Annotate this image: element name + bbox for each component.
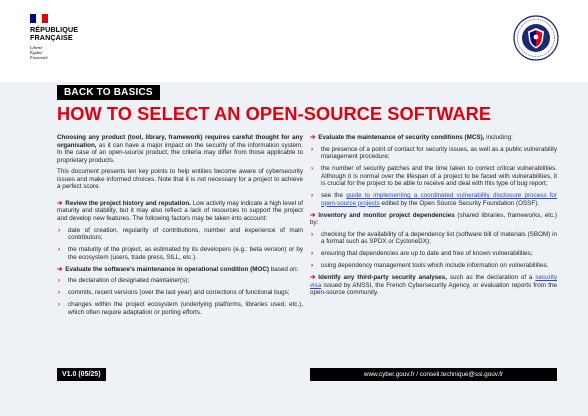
anssi-seal-icon	[513, 15, 559, 61]
moc-list	[57, 277, 303, 316]
intro-paragraph-2: This document presents ten key points to help entities become aware of cybersecurity issues and make informed choices. Note that it is not necessary for a project to achieve a perfect score.	[57, 168, 303, 191]
chevron-right-icon: ›	[311, 250, 314, 258]
list-item-text: the presence of a point of contact for security issues, as well as a public vulnerability management procedure;	[321, 145, 557, 161]
section-moc-text: based on:	[269, 265, 299, 273]
section-dependencies-title: Inventory and monitor project dependencies	[318, 211, 455, 219]
section-mcs-title: Evaluate the maintenance of security conditions (MCS),	[318, 134, 485, 141]
list-item-text: checking for the availability of a dependency list (software bill of materials (SBOM) in a format such as SPDX or CycloneDX);	[321, 230, 557, 246]
right-column	[310, 134, 557, 301]
chevron-right-icon: ›	[311, 262, 314, 270]
section-history-text: Low activity may indicate a high level of maturity and stability, but it may also reflect a lack of resources to support the project and develop new features. The following factors may be taken into account:	[57, 199, 303, 222]
section-mcs-text: including:	[484, 134, 513, 141]
intro-paragraph	[57, 134, 303, 164]
list-item-text: the declaration of designated maintainer(s);	[68, 277, 190, 285]
mcs-list	[310, 146, 557, 207]
chevron-right-icon: ›	[311, 230, 314, 238]
list-item-text: the maturity of the project, as estimated by its developers (e.g.: beta version) or by the ecosystem (users, trade press, SILL, etc.).	[68, 246, 303, 261]
section-third-party-text-end: issued by ANSSI, the French Cybersecurity Agency, or evaluation reports from the open-source community.	[310, 281, 557, 297]
list-item	[310, 192, 557, 207]
list-item	[310, 165, 557, 188]
ossf-guide-link[interactable]: guide to implementing a coordinated vulnerability disclosure process for open-source projects	[321, 192, 558, 207]
list-item-text: date of creation, regularity of contributions, number and experience of main contributors;	[68, 226, 303, 242]
chevron-right-icon: ›	[58, 289, 61, 297]
list-item-text: edited by the Open Source Security Foundation (OSSF).	[379, 199, 540, 207]
chevron-right-icon: ›	[58, 226, 61, 234]
list-item-text: the number of security patches and the time taken to correct critical vulnerabilities. Although it is normal over the lifespan of a project to be faced with vulnerabilities, it is crucial for the project to be able to receive and deal with this type of bug report;	[321, 165, 557, 188]
french-flag-icon	[30, 14, 48, 23]
contact-bar[interactable]: www.cyber.gouv.fr / conseil.technique@ssi.gouv.fr	[310, 368, 557, 381]
section-dependencies	[310, 212, 557, 227]
section-moc-title: Evaluate the software's maintenance in operational condition (MOC)	[65, 265, 270, 273]
left-column	[57, 134, 303, 321]
rf-name-line1: RÉPUBLIQUE	[30, 25, 79, 34]
list-item	[57, 301, 303, 316]
security-visa-link[interactable]: security visa	[310, 274, 558, 289]
arrow-icon: ➔	[57, 199, 63, 207]
list-item-text: using dependency management tools which include information on vulnerabilities.	[321, 262, 549, 270]
chevron-right-icon: ›	[58, 246, 61, 254]
intro-rest: as it can have a major impact on the security of the information system. In the case of an open-source product, the criteria may differ from those applicable to proprietary products.	[57, 141, 303, 164]
section-history	[57, 200, 303, 223]
list-item	[310, 231, 557, 246]
section-third-party-text: such as the declaration of a	[446, 274, 536, 282]
list-item	[310, 146, 557, 161]
list-item	[57, 289, 303, 297]
list-item	[57, 277, 303, 285]
arrow-icon: ➔	[310, 211, 316, 219]
arrow-icon: ➔	[310, 134, 316, 141]
section-third-party	[310, 274, 557, 297]
chevron-right-icon: ›	[311, 165, 314, 173]
list-item-text: changes within the project ecosystem (underlying platforms, libraries used, etc.), which often require adaptation or porting efforts.	[68, 301, 303, 316]
motto-liberte: Liberté	[30, 45, 43, 50]
version-badge: V1.0 (05/25)	[57, 368, 106, 381]
motto-egalite: Égalité	[30, 50, 43, 55]
list-item	[57, 227, 303, 242]
motto-fraternite: Fraternité	[30, 55, 48, 60]
history-list	[57, 227, 303, 261]
chevron-right-icon: ›	[58, 277, 61, 285]
list-item	[310, 250, 557, 258]
chevron-right-icon: ›	[58, 301, 61, 309]
republique-francaise-logo	[30, 14, 110, 60]
arrow-icon: ➔	[310, 274, 316, 282]
rf-name	[30, 26, 110, 42]
kicker-label: BACK TO BASICS	[57, 85, 160, 100]
section-third-party-title: Identify any third-party security analyses,	[318, 274, 447, 282]
chevron-right-icon: ›	[311, 192, 314, 200]
section-history-title: Review the project history and reputation.	[65, 199, 191, 207]
rf-name-line2: FRANÇAISE	[30, 33, 73, 42]
arrow-icon: ➔	[57, 265, 63, 273]
intro-bold: Choosing any product (tool, library, framework) requires careful thought for any organisation,	[57, 134, 303, 149]
chevron-right-icon: ›	[311, 145, 314, 153]
page-title: HOW TO SELECT AN OPEN-SOURCE SOFTWARE	[57, 104, 492, 124]
section-moc	[57, 266, 303, 274]
header	[0, 0, 588, 82]
list-item-text: see the	[321, 192, 347, 200]
section-mcs	[310, 134, 557, 142]
list-item-text: ensuring that dependencies are up to date and free of known vulnerabilities;	[321, 250, 533, 258]
list-item	[310, 262, 557, 270]
section-dependencies-text: (shared libraries, frameworks, etc.) by:	[310, 211, 557, 227]
dependencies-list	[310, 231, 557, 270]
rf-motto	[30, 45, 110, 60]
list-item	[57, 246, 303, 261]
list-item-text: commits, recent versions (over the last year) and corrections of functional bugs;	[68, 289, 290, 297]
